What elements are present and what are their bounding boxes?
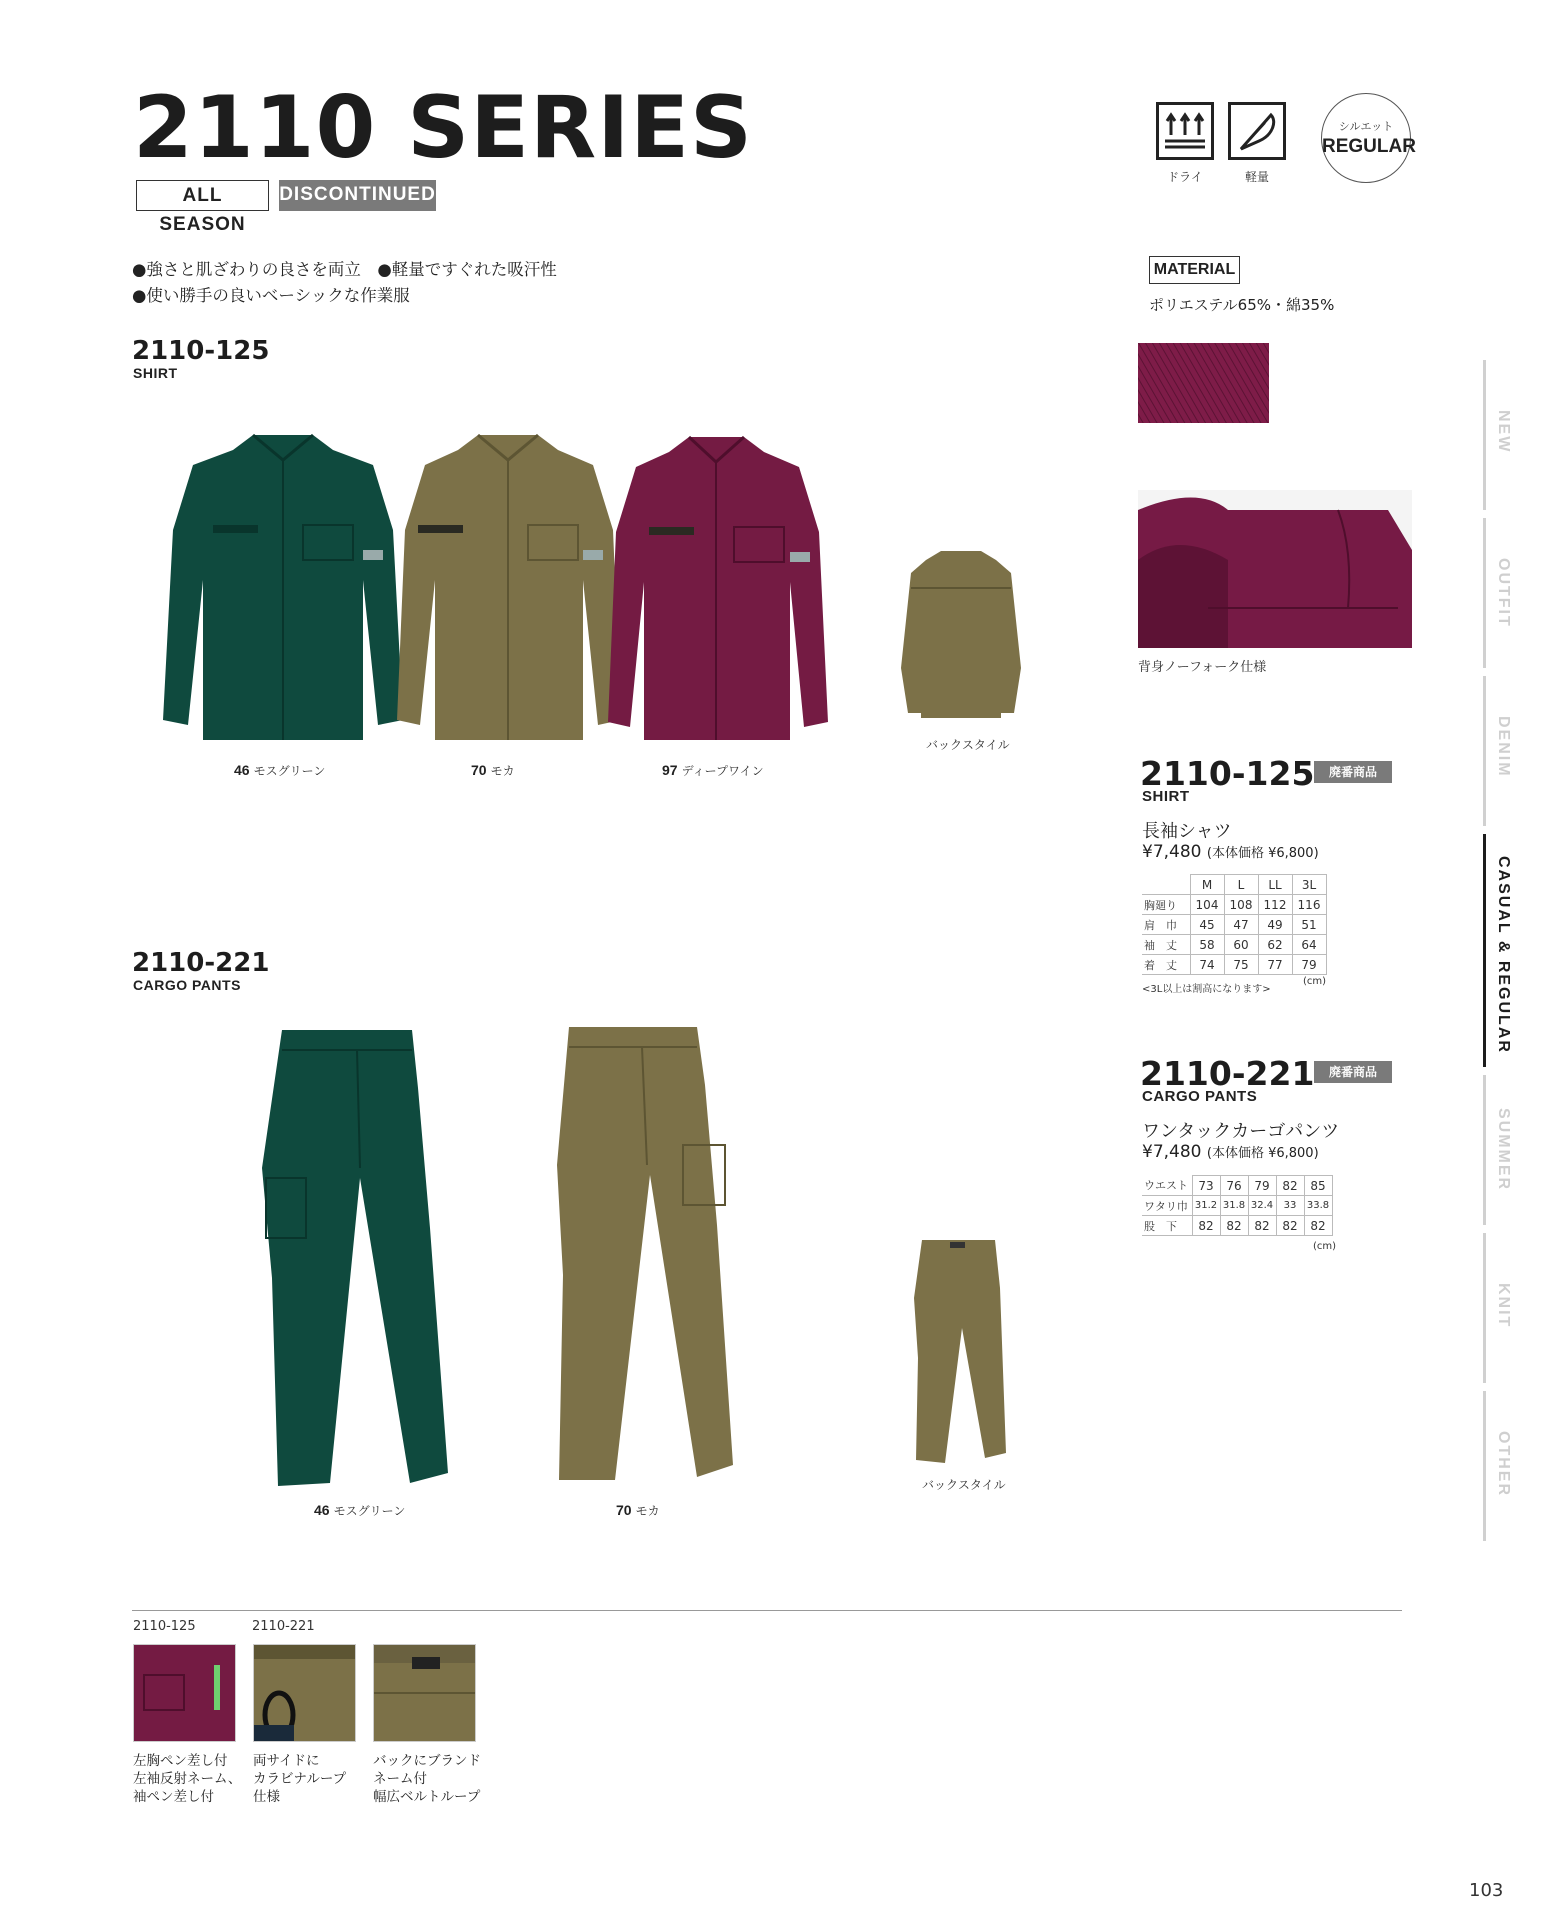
detail-photo-shirt	[133, 1644, 236, 1742]
cell: 73	[1192, 1176, 1220, 1196]
pants-price	[1142, 1142, 1319, 1162]
back-detail-caption: 背身ノーフォーク仕様	[1138, 660, 1267, 675]
cell: 79	[1248, 1176, 1276, 1196]
cell: 82	[1192, 1216, 1220, 1236]
row-label: 肩 巾	[1142, 915, 1190, 935]
table-row	[1142, 1216, 1332, 1236]
detail-code-pants: 2110-221	[252, 1619, 315, 1634]
silhouette-value: REGULAR	[1322, 136, 1416, 157]
pants-info-code: 2110-221	[1140, 1054, 1315, 1093]
cell: 82	[1304, 1216, 1332, 1236]
size-header: 3L	[1292, 875, 1326, 895]
cell: 64	[1292, 935, 1326, 955]
cell: 108	[1224, 895, 1258, 915]
cell: 79	[1292, 955, 1326, 975]
shirt-code: 2110-125	[132, 336, 270, 366]
pants-type: CARGO PANTS	[133, 977, 241, 993]
feature-list	[132, 257, 557, 309]
back-detail-photo	[1138, 490, 1412, 648]
cell: 82	[1276, 1176, 1304, 1196]
color-number: 70	[471, 762, 487, 778]
silhouette-badge	[1321, 93, 1416, 183]
nav-item-outfit[interactable]: OUTFIT	[1495, 558, 1512, 628]
discontinued-badge: DISCONTINUED	[279, 180, 436, 211]
shirt-jp-name: 長袖シャツ	[1142, 821, 1232, 842]
table-row	[1142, 1176, 1332, 1196]
cell: 45	[1190, 915, 1224, 935]
detail-photo-pants-side	[253, 1644, 356, 1742]
pants-back-caption: バックスタイル	[922, 1478, 1006, 1492]
shirt-color-46	[234, 762, 325, 779]
table-row	[1142, 935, 1326, 955]
divider	[132, 1610, 1402, 1611]
shirt-price	[1142, 842, 1319, 862]
table-row	[1142, 875, 1326, 895]
cell: 32.4	[1248, 1196, 1276, 1216]
cell: 82	[1220, 1216, 1248, 1236]
price-note: (本体価格 ¥6,800)	[1206, 846, 1319, 861]
color-name: モカ	[635, 1504, 660, 1518]
table-row	[1142, 915, 1326, 935]
pants-size-table	[1142, 1175, 1333, 1236]
detail-text-pants-side: 両サイドに カラビナループ 仕様	[253, 1753, 347, 1805]
row-label: 胸廻り	[1142, 895, 1190, 915]
shirt-back-caption: バックスタイル	[926, 738, 1010, 752]
cell: 33.8	[1304, 1196, 1332, 1216]
pants-discontinued-tag: 廃番商品	[1314, 1061, 1392, 1083]
color-name: モカ	[490, 764, 515, 778]
feather-icon	[1228, 102, 1286, 160]
shirt-back-photo	[896, 548, 1026, 723]
price-note: (本体価格 ¥6,800)	[1206, 1146, 1319, 1161]
shirt-color-70	[471, 762, 515, 779]
cell: 31.2	[1192, 1196, 1220, 1216]
table-row	[1142, 895, 1326, 915]
detail-photo-pants-back	[373, 1644, 476, 1742]
shirt-photo-46	[158, 430, 408, 745]
pants-color-46	[314, 1502, 405, 1519]
shirt-info-type: SHIRT	[1142, 788, 1190, 805]
fabric-swatch	[1138, 343, 1269, 423]
nav-item-new[interactable]: NEW	[1495, 410, 1512, 454]
cell: 82	[1276, 1216, 1304, 1236]
pants-code: 2110-221	[132, 948, 270, 978]
cell: 31.8	[1220, 1196, 1248, 1216]
price-value: ¥7,480	[1142, 842, 1202, 862]
color-name: ディープワイン	[681, 764, 764, 778]
cell: 76	[1220, 1176, 1248, 1196]
size-header: M	[1190, 875, 1224, 895]
row-label: ワタリ巾	[1142, 1196, 1192, 1216]
cell: 74	[1190, 955, 1224, 975]
season-badge: ALL SEASON	[136, 180, 269, 211]
shirt-type: SHIRT	[133, 365, 178, 381]
detail-text-shirt: 左胸ペン差し付 左袖反射ネーム、 袖ペン差し付	[133, 1753, 242, 1805]
cell: 49	[1258, 915, 1292, 935]
cell: 75	[1224, 955, 1258, 975]
nav-item-denim[interactable]: DENIM	[1495, 716, 1512, 778]
cell: 104	[1190, 895, 1224, 915]
size-header: LL	[1258, 875, 1292, 895]
cell: 85	[1304, 1176, 1332, 1196]
shirt-info-code: 2110-125	[1140, 754, 1315, 793]
cell: 58	[1190, 935, 1224, 955]
cell: 33	[1276, 1196, 1304, 1216]
pants-jp-name: ワンタックカーゴパンツ	[1142, 1121, 1340, 1142]
shirt-color-97	[662, 762, 764, 779]
shirt-photo-97	[604, 432, 832, 745]
nav-item-knit[interactable]: KNIT	[1495, 1283, 1512, 1329]
size-header: L	[1224, 875, 1258, 895]
nav-item-other[interactable]: OTHER	[1495, 1431, 1512, 1497]
shirt-discontinued-tag: 廃番商品	[1314, 761, 1392, 783]
row-label: 着 丈	[1142, 955, 1190, 975]
pants-photo-70	[555, 1025, 735, 1488]
color-number: 46	[234, 762, 250, 778]
color-number: 97	[662, 762, 678, 778]
price-value: ¥7,480	[1142, 1142, 1202, 1162]
pants-info-type: CARGO PANTS	[1142, 1088, 1258, 1105]
row-label: ウエスト	[1142, 1176, 1192, 1196]
table-row	[1142, 1196, 1332, 1216]
cell: 62	[1258, 935, 1292, 955]
feature-line: ●強さと肌ざわりの良さを両立 ●軽量ですぐれた吸汗性	[132, 260, 557, 279]
size-note: <3L以上は割高になります>	[1142, 984, 1271, 995]
pants-unit: (cm)	[1313, 1241, 1337, 1252]
detail-text-pants-back: バックにブランド ネーム付 幅広ベルトループ	[373, 1753, 481, 1805]
material-label: MATERIAL	[1149, 256, 1240, 284]
nav-item-summer[interactable]: SUMMER	[1495, 1108, 1512, 1192]
row-label: 股 下	[1142, 1216, 1192, 1236]
nav-item-casual-regular[interactable]: CASUAL & REGULAR	[1495, 856, 1512, 1054]
series-title: 2110 SERIES	[133, 78, 753, 178]
lightweight-label: 軽量	[1244, 170, 1269, 184]
shirt-unit: (cm)	[1303, 976, 1327, 987]
shirt-photo-70	[393, 430, 625, 745]
feature-line: ●使い勝手の良いベーシックな作業服	[132, 286, 410, 305]
dry-label: ドライ	[1167, 170, 1203, 184]
cell: 82	[1248, 1216, 1276, 1236]
table-row	[1142, 955, 1326, 975]
cell: 77	[1258, 955, 1292, 975]
row-label: 袖 丈	[1142, 935, 1190, 955]
color-name: モスグリーン	[333, 1504, 406, 1518]
material-text: ポリエステル65%・綿35%	[1149, 296, 1335, 314]
cell: 60	[1224, 935, 1258, 955]
color-name: モスグリーン	[253, 764, 326, 778]
pants-back-photo	[910, 1238, 1010, 1466]
pants-photo-46	[260, 1028, 450, 1490]
detail-code-shirt: 2110-125	[133, 1619, 196, 1634]
color-number: 46	[314, 1502, 330, 1518]
silhouette-label: シルエット	[1338, 120, 1394, 133]
dry-icon	[1156, 102, 1214, 160]
cell: 47	[1224, 915, 1258, 935]
shirt-size-table	[1142, 874, 1327, 975]
cell: 116	[1292, 895, 1326, 915]
cell: 51	[1292, 915, 1326, 935]
color-number: 70	[616, 1502, 632, 1518]
cell: 112	[1258, 895, 1292, 915]
page-number: 103	[1469, 1880, 1504, 1901]
pants-color-70	[616, 1502, 660, 1519]
